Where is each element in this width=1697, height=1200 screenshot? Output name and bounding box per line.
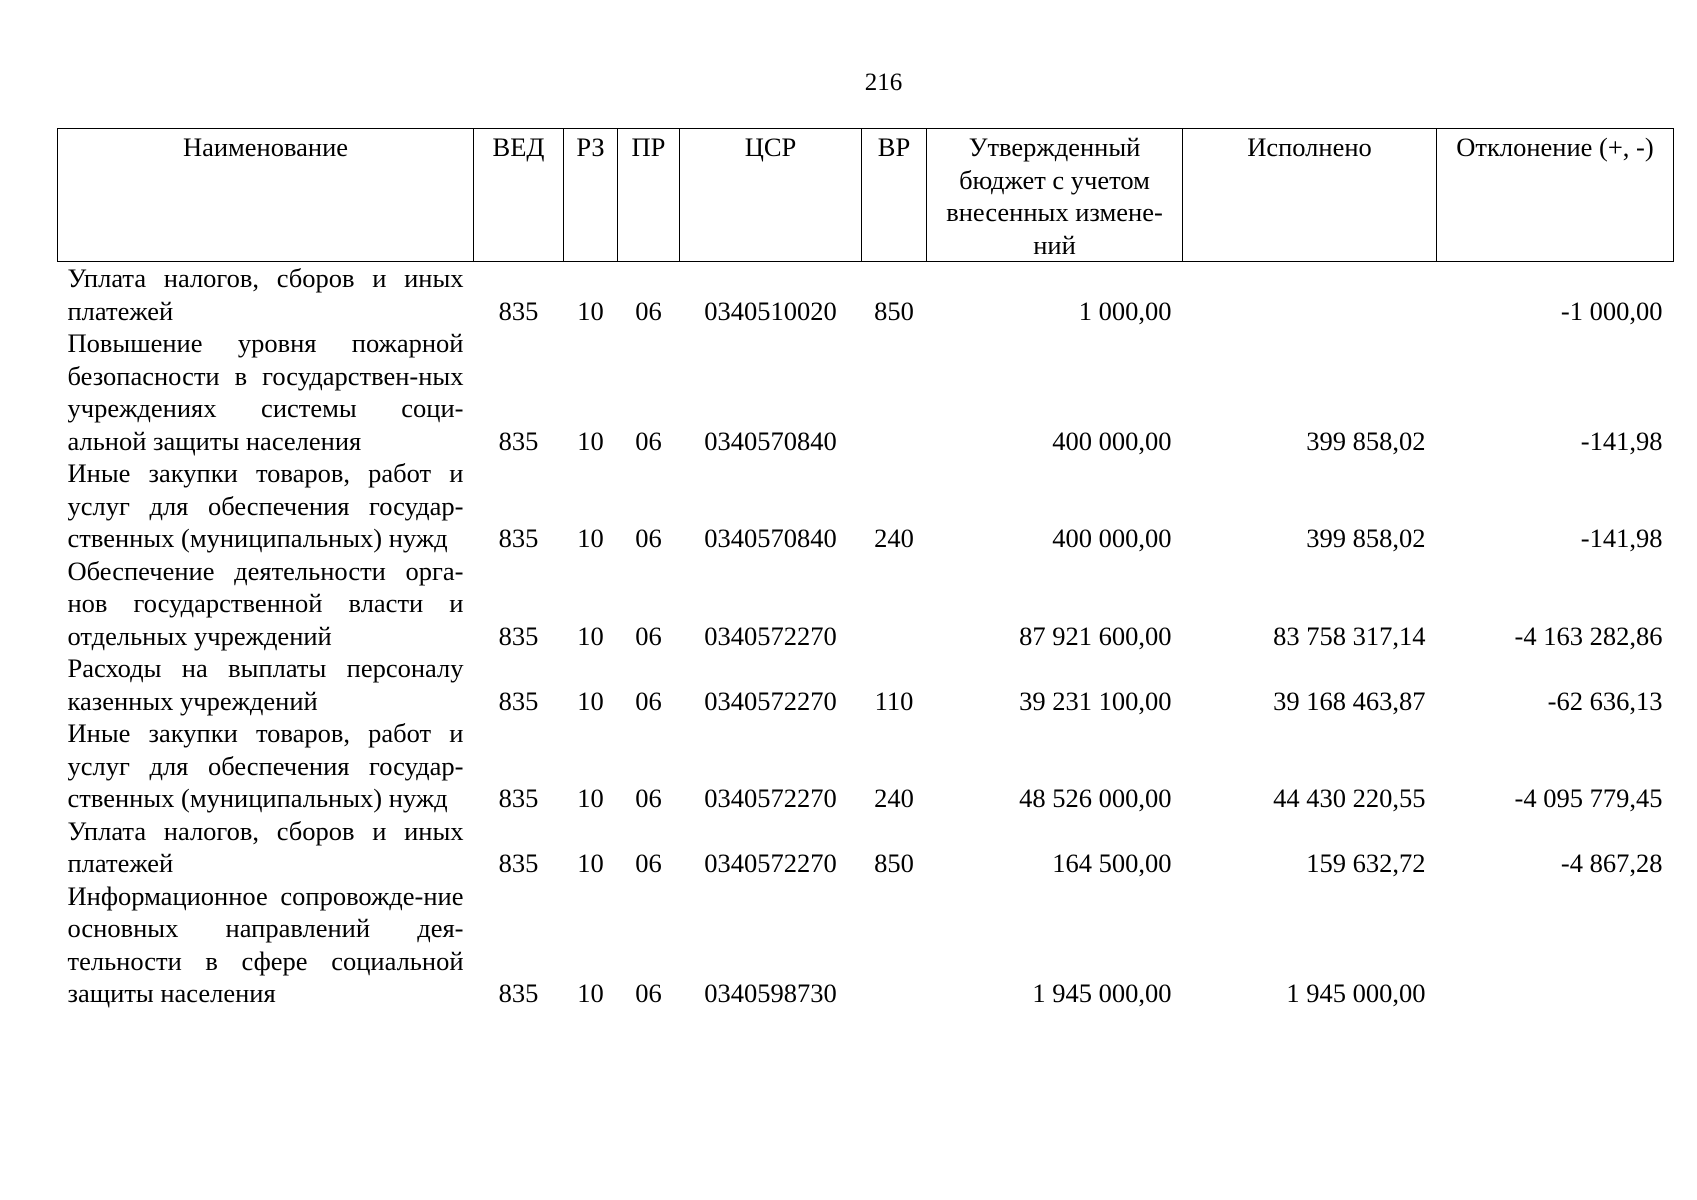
header-deviation: Отклонение (+, -) [1437,129,1674,262]
cell-deviation: -4 095 779,45 [1514,783,1663,813]
cell-deviation: -141,98 [1580,425,1663,456]
table-body [58,262,1674,1010]
cell-pr: 06 [635,783,662,813]
cell-deviation: -4 163 282,86 [1514,620,1663,651]
cell-executed: 39 168 463,87 [1273,685,1426,716]
header-executed: Исполнено [1183,129,1437,262]
cell-executed: 399 858,02 [1306,425,1426,456]
cell-name: Обеспечение деятельности орга-нов государственной власти и отдельных учреждений [67,555,464,651]
cell-approved: 400 000,00 [1052,523,1172,553]
cell-deviation: -141,98 [1580,523,1663,553]
header-pr: ПР [618,129,680,262]
cell-ved: 835 [498,295,539,326]
cell-ved: 835 [498,848,539,878]
cell-name: Расходы на выплаты персоналу казенных учреждений [67,653,464,716]
cell-name: Иные закупки товаров, работ и услуг для обеспечения государ-ственных (муниципальных) нужд [67,458,464,553]
cell-pr: 06 [635,425,662,456]
cell-executed: 399 858,02 [1306,523,1426,553]
cell-csr: 0340570840 [704,425,837,456]
cell-pr: 06 [635,523,662,553]
budget-execution-table [57,128,1674,1010]
cell-csr: 0340598730 [704,978,837,1008]
cell-ved: 835 [498,685,539,716]
cell-csr: 0340572270 [704,848,837,878]
table-row [58,880,1674,1010]
cell-rz: 10 [577,295,604,326]
cell-vr: 240 [874,523,914,553]
cell-rz: 10 [577,620,604,651]
cell-rz: 10 [577,425,604,456]
cell-approved: 48 526 000,00 [1019,783,1172,813]
cell-approved: 1 945 000,00 [1032,978,1172,1008]
cell-deviation: -4 867,28 [1560,848,1663,878]
header-ved: ВЕД [474,129,564,262]
header-rz: РЗ [564,129,618,262]
cell-approved: 39 231 100,00 [1019,685,1172,716]
cell-executed: 1 945 000,00 [1286,978,1426,1008]
cell-name: Уплата налогов, сборов и иных платежей [67,263,464,326]
cell-approved: 87 921 600,00 [1019,620,1172,651]
cell-pr: 06 [635,620,662,651]
cell-rz: 10 [577,523,604,553]
cell-pr: 06 [635,848,662,878]
cell-ved: 835 [498,978,539,1008]
cell-pr: 06 [635,295,662,326]
cell-csr: 0340572270 [704,685,837,716]
header-csr: ЦСР [680,129,862,262]
cell-csr: 0340572270 [704,783,837,813]
cell-rz: 10 [577,978,604,1008]
cell-vr: 850 [874,295,914,326]
cell-csr: 0340570840 [704,523,837,553]
cell-ved: 835 [498,620,539,651]
cell-executed: 44 430 220,55 [1273,783,1426,813]
table-row [58,652,1674,717]
table-row [58,555,1674,653]
cell-approved: 164 500,00 [1052,848,1172,878]
table-row [58,327,1674,457]
cell-executed: 159 632,72 [1306,848,1426,878]
cell-pr: 06 [635,978,662,1008]
cell-approved: 400 000,00 [1052,425,1172,456]
cell-rz: 10 [577,685,604,716]
cell-ved: 835 [498,783,539,813]
cell-name: Иные закупки товаров, работ и услуг для обеспечения государ-ственных (муниципальных) нужд [67,718,464,813]
header-approved-budget: Утвержденный бюджет с учетом внесенных измене-ний [927,129,1183,262]
cell-ved: 835 [498,523,539,553]
cell-vr [862,327,927,457]
cell-ved: 835 [498,425,539,456]
cell-vr [862,555,927,653]
header-vr: ВР [862,129,927,262]
cell-csr: 0340572270 [704,620,837,651]
cell-vr [862,880,927,1010]
cell-executed [1183,262,1437,328]
table-row [58,457,1674,555]
cell-vr: 110 [874,685,914,716]
table-header-row [58,129,1674,262]
cell-rz: 10 [577,848,604,878]
table-row [58,262,1674,328]
cell-rz: 10 [577,783,604,813]
cell-vr: 240 [874,783,914,813]
cell-pr: 06 [635,685,662,716]
table-row [58,717,1674,815]
page-number: 216 [864,69,903,96]
cell-deviation: -1 000,00 [1560,295,1663,326]
header-name: Наименование [58,129,474,262]
cell-vr: 850 [874,848,914,878]
cell-executed: 83 758 317,14 [1273,620,1426,651]
cell-name: Информационное сопровожде-ние основных направлений дея-тельности в сфере социальной защиты населения [67,880,464,1008]
cell-csr: 0340510020 [704,295,837,326]
cell-deviation: -62 636,13 [1547,685,1663,716]
cell-deviation [1437,880,1674,1010]
cell-approved: 1 000,00 [1078,295,1172,326]
table-row [58,815,1674,880]
cell-name: Уплата налогов, сборов и иных платежей [67,815,464,878]
cell-name: Повышение уровня пожарной безопасности в государствен-ных учреждениях системы соци-альной защиты населения [67,328,464,456]
